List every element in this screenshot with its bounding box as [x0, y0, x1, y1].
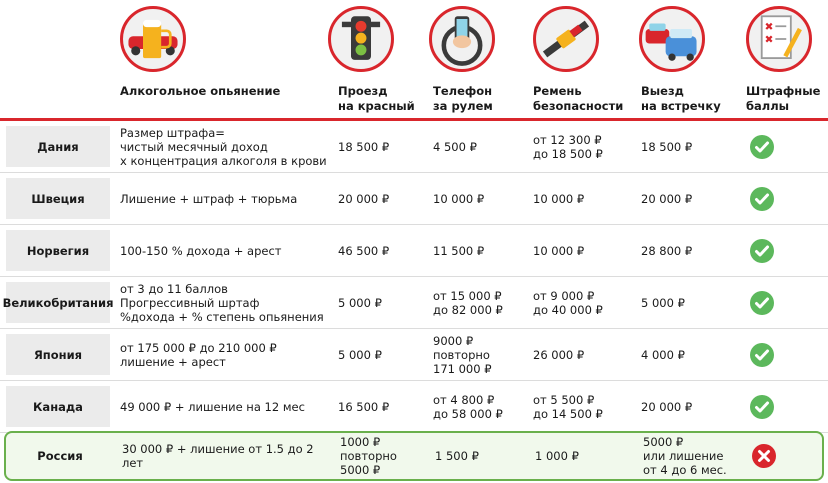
- table-row-uk: [0, 277, 828, 329]
- check-icon: [750, 187, 774, 211]
- cell-red-light: 20 000 ₽: [338, 192, 390, 206]
- cell-belt: от 9 000 ₽ до 40 000 ₽: [533, 289, 603, 317]
- cell-alcohol: Лишение + штраф + тюрьма: [120, 192, 298, 206]
- check-icon: [750, 343, 774, 367]
- cell-red-light: 5 000 ₽: [338, 296, 382, 310]
- country-label: Россия: [37, 449, 83, 463]
- header-label-oncoming: Выезд на встречку: [641, 84, 721, 113]
- table-row-denmark: [0, 121, 828, 173]
- cell-alcohol: 49 000 ₽ + лишение на 12 мес: [120, 400, 305, 414]
- table-row-norway: [0, 225, 828, 277]
- cell-alcohol: 100-150 % дохода + арест: [120, 244, 282, 258]
- cell-alcohol: от 3 до 11 баллов Прогрессивный шртаф %дохода + % степень опьянения: [120, 282, 324, 324]
- oncoming-cars-icon: [639, 6, 705, 72]
- header-label-belt: Ремень безопасности: [533, 84, 624, 113]
- header-col-belt: [533, 0, 633, 118]
- cell-phone: 10 000 ₽: [433, 192, 485, 206]
- cell-red-light: 5 000 ₽: [338, 348, 382, 362]
- header-label-phone: Телефон за рулем: [433, 84, 493, 113]
- header-col-phone: [433, 0, 528, 118]
- check-icon: [750, 239, 774, 263]
- cell-belt: 26 000 ₽: [533, 348, 585, 362]
- beer-car-icon: [120, 6, 186, 72]
- country-label: Швеция: [6, 178, 110, 219]
- cross-icon: [752, 444, 776, 468]
- cell-alcohol: Размер штрафа= чистый месячный доход х концентрация алкоголя в крови: [120, 126, 327, 168]
- header-label-points: Штрафные баллы: [746, 84, 821, 113]
- cell-phone: 4 500 ₽: [433, 140, 477, 154]
- table-row-russia: [4, 431, 824, 481]
- country-label: Норвегия: [6, 230, 110, 271]
- cell-oncoming: 18 500 ₽: [641, 140, 693, 154]
- table-row-japan: [0, 329, 828, 381]
- checklist-icon: [746, 6, 812, 72]
- check-icon: [750, 395, 774, 419]
- phone-in-car-icon: [429, 6, 495, 72]
- table-row-canada: [0, 381, 828, 433]
- header-col-alcohol: [118, 0, 318, 118]
- cell-belt: 1 000 ₽: [535, 449, 579, 463]
- check-icon: [750, 291, 774, 315]
- cell-red-light: 46 500 ₽: [338, 244, 390, 258]
- cell-oncoming: 28 800 ₽: [641, 244, 693, 258]
- cell-phone: 1 500 ₽: [435, 449, 479, 463]
- cell-oncoming: 5000 ₽ или лишение от 4 до 6 мес.: [643, 435, 727, 477]
- table-header: [0, 0, 828, 118]
- header-col-points: [746, 0, 826, 118]
- cell-belt: 10 000 ₽: [533, 244, 585, 258]
- traffic-light-icon: [328, 6, 394, 72]
- cell-phone: 9000 ₽ повторно 171 000 ₽: [433, 334, 492, 376]
- cell-alcohol: 30 000 ₽ + лишение от 1.5 до 2 лет: [122, 442, 314, 470]
- header-label-red-light: Проезд на красный: [338, 84, 415, 113]
- cell-phone: от 4 800 ₽ до 58 000 ₽: [433, 393, 503, 421]
- cell-red-light: 1000 ₽ повторно 5000 ₽: [340, 435, 397, 477]
- country-label: Дания: [6, 126, 110, 167]
- cell-phone: от 15 000 ₽ до 82 000 ₽: [433, 289, 503, 317]
- cell-oncoming: 20 000 ₽: [641, 192, 693, 206]
- cell-belt: от 5 500 ₽ до 14 500 ₽: [533, 393, 603, 421]
- cell-alcohol: от 175 000 ₽ до 210 000 ₽ лишение + арест: [120, 341, 277, 369]
- cell-red-light: 18 500 ₽: [338, 140, 390, 154]
- seatbelt-icon: [533, 6, 599, 72]
- check-icon: [750, 135, 774, 159]
- cell-oncoming: 5 000 ₽: [641, 296, 685, 310]
- cell-oncoming: 4 000 ₽: [641, 348, 685, 362]
- cell-phone: 11 500 ₽: [433, 244, 485, 258]
- cell-belt: от 12 300 ₽ до 18 500 ₽: [533, 133, 603, 161]
- cell-oncoming: 20 000 ₽: [641, 400, 693, 414]
- cell-belt: 10 000 ₽: [533, 192, 585, 206]
- country-label: Великобритания: [6, 282, 110, 323]
- country-label: Япония: [6, 334, 110, 375]
- header-label-alcohol: Алкогольное опьянение: [120, 84, 281, 98]
- table-row-sweden: [0, 173, 828, 225]
- country-label: Канада: [6, 386, 110, 427]
- cell-red-light: 16 500 ₽: [338, 400, 390, 414]
- header-col-red-light: [338, 0, 428, 118]
- header-col-oncoming: [641, 0, 741, 118]
